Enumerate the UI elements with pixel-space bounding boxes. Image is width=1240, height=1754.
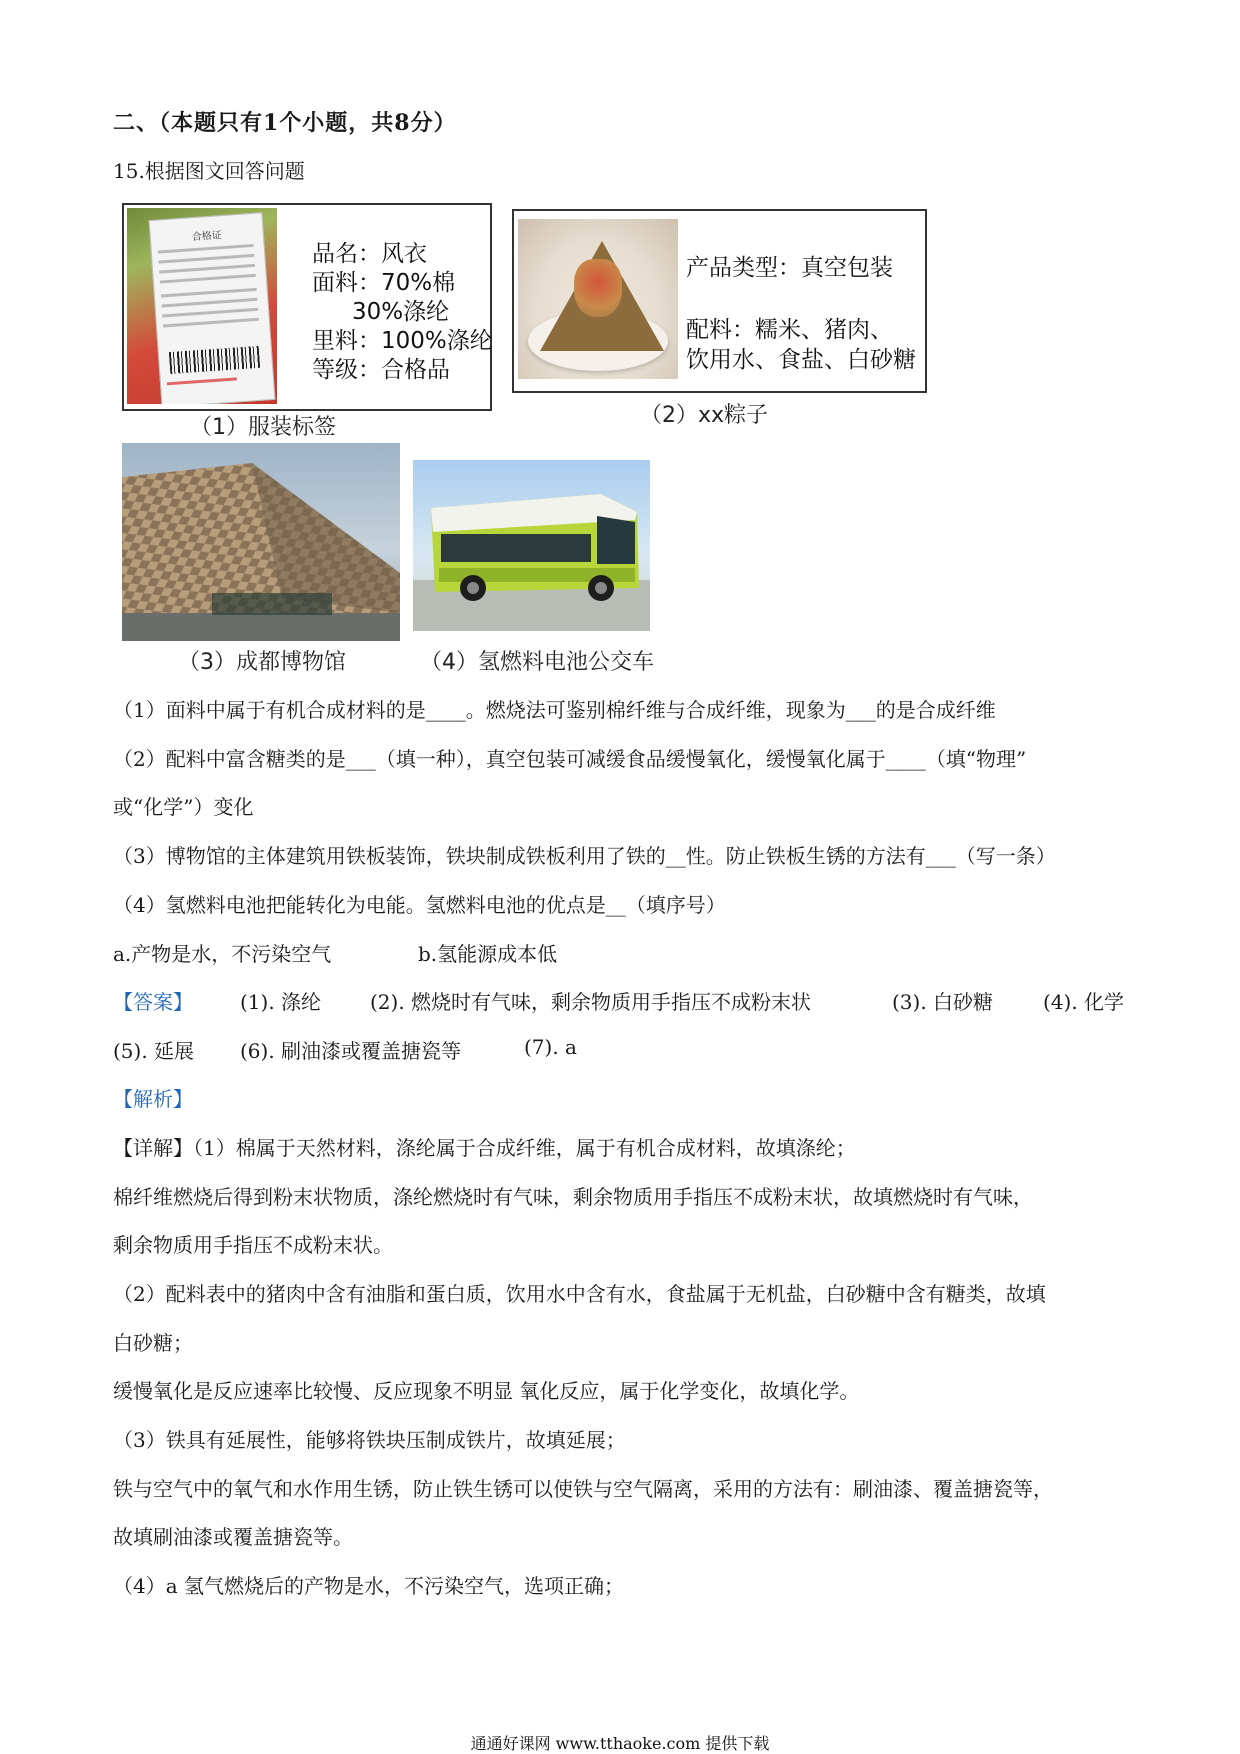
barcode	[169, 346, 260, 374]
analysis-text-1: （1）棉属于天然材料，涤纶属于合成纤维，属于有机合成材料，故填涤纶；	[193, 1136, 856, 1160]
answer-6: (6). 刷油漆或覆盖搪瓷等	[240, 1039, 462, 1063]
question-2: （2）配料中富含糖类的是___（填一种），真空包装可减缓食品缓慢氧化，缓慢氧化属于____（填“物理”	[113, 747, 1027, 771]
analysis-line-7: （3）铁具有延展性，能够将铁块压制成铁片，故填延展；	[113, 1428, 626, 1452]
question-1: （1）面料中属于有机合成材料的是____。燃烧法可鉴别棉纤维与合成纤维，现象为___的是合成纤维	[113, 698, 996, 722]
ingredients-line-1: 配料：糯米、猪肉、	[686, 317, 893, 343]
question-2-cont: 或“化学”）变化	[113, 795, 254, 819]
clothing-tag-photo	[127, 208, 277, 404]
option-a: a.产物是水，不污染空气	[113, 942, 332, 966]
caption-4: （4）氢燃料电池公交车	[420, 650, 654, 675]
answer-3: (3). 白砂糖	[892, 990, 994, 1014]
answer-label: 【答案】	[113, 990, 193, 1014]
analysis-line-2: 棉纤维燃烧后得到粉末状物质，涤纶燃烧时有气味，剩余物质用手指压不成粉末状，故填燃烧时有气味，	[113, 1185, 1033, 1209]
section-title: 二、（本题只有1个小题，共8分）	[113, 110, 457, 136]
analysis-line-3: 剩余物质用手指压不成粉末状。	[113, 1233, 393, 1257]
caption-3: （3）成都博物馆	[178, 650, 346, 675]
clothing-tag-figure	[122, 203, 492, 411]
ingredients-line-2: 饮用水、食盐、白砂糖	[686, 347, 916, 373]
answer-4: (4). 化学	[1043, 990, 1125, 1014]
analysis-line-5: 白砂糖；	[113, 1331, 193, 1355]
detail-label: 【详解】	[113, 1136, 193, 1160]
caption-1: （1）服装标签	[190, 415, 336, 440]
hydrogen-bus-photo	[413, 460, 650, 631]
tag-lining-line: 里料：100%涤纶	[312, 328, 493, 354]
product-type-line: 产品类型：真空包装	[686, 255, 893, 281]
answer-1: (1). 涤纶	[240, 990, 322, 1014]
zongzi-filling	[574, 259, 622, 317]
answer-2: (2). 燃烧时有气味，剩余物质用手指压不成粉末状	[370, 990, 812, 1014]
page-footer: 通通好课网 www.tthaoke.com 提供下载	[470, 1734, 770, 1753]
analysis-line-8: 铁与空气中的氧气和水作用生锈，防止铁生锈可以使铁与空气隔离，采用的方法有：刷油漆、覆盖搪瓷等，	[113, 1477, 1053, 1501]
tag-fabric-line: 面料：70%棉	[312, 270, 456, 296]
zongzi-figure	[512, 209, 927, 393]
tag-fabric-line-2: 30%涤纶	[352, 299, 450, 325]
tag-card	[149, 212, 276, 404]
museum-building	[122, 463, 400, 641]
question-3: （3）博物馆的主体建筑用铁板装饰，铁块制成铁板利用了铁的__性。防止铁板生锈的方法有___（写一条）	[113, 844, 1056, 868]
analysis-line-10: （4）a 氢气燃烧后的产物是水，不污染空气，选项正确；	[113, 1574, 625, 1598]
tag-grade-line: 等级：合格品	[312, 357, 450, 383]
answer-7: (7). a	[524, 1035, 577, 1059]
zongzi-photo	[518, 219, 678, 379]
option-b: b.氢能源成本低	[418, 942, 558, 966]
question-title: 15.根据图文回答问题	[113, 159, 305, 183]
analysis-label: 【解析】	[113, 1087, 193, 1111]
analysis-line-1	[113, 1132, 856, 1161]
bus-illustration	[413, 460, 650, 631]
caption-2: （2）xx粽子	[640, 403, 769, 428]
answer-5: (5). 延展	[113, 1039, 195, 1063]
analysis-line-4: （2）配料表中的猪肉中含有油脂和蛋白质，饮用水中含有水，食盐属于无机盐，白砂糖中含有糖类，故填	[113, 1282, 1046, 1306]
chengdu-museum-photo	[122, 443, 400, 641]
question-4: （4）氢燃料电池把能转化为电能。氢燃料电池的优点是__（填序号）	[113, 893, 726, 917]
analysis-line-9: 故填刷油漆或覆盖搪瓷等。	[113, 1525, 353, 1549]
tag-card-header: 合格证	[191, 230, 223, 244]
analysis-line-6: 缓慢氧化是反应速率比较慢、反应现象不明显 氧化反应，属于化学变化，故填化学。	[113, 1379, 860, 1403]
tag-name-line: 品名：风衣	[312, 241, 427, 267]
